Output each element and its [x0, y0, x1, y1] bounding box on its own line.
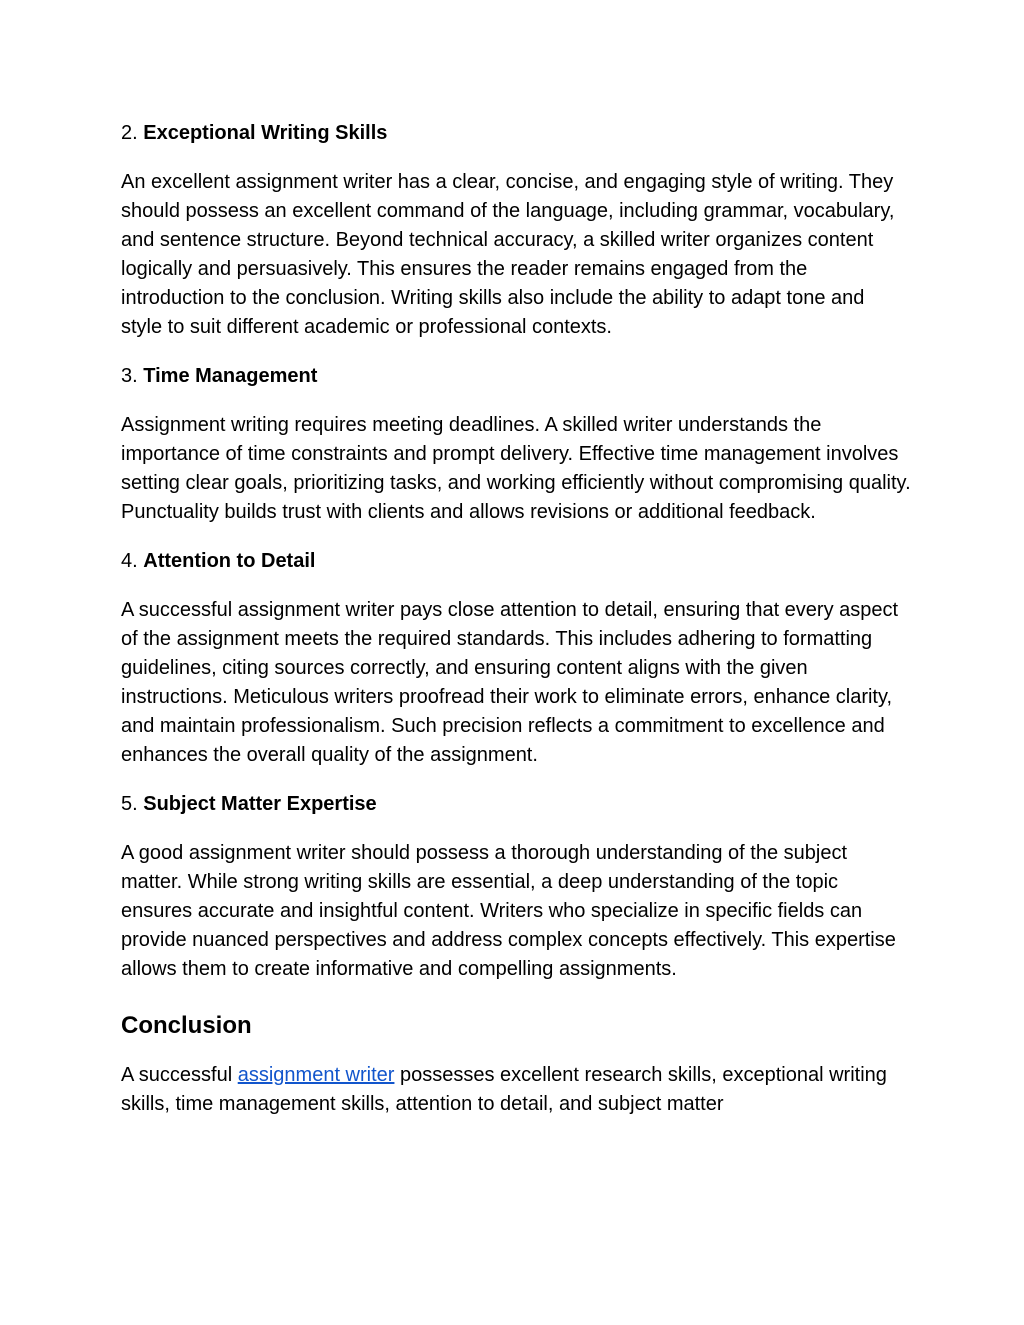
conclusion-body [121, 1061, 911, 1119]
section-body-attention-to-detail: A successful assignment writer pays close attention to detail, ensuring that every aspect of the assignment meets the required standards. This includes adhering to formatting guidelines, citing sources correctly, and ensuring content aligns with the given instructions. Meticulous writers proofread their work to eliminate errors, enhance clarity, and maintain professionalism. Such precision reflects a commitment to excellence and enhances the overall quality of the assignment. [121, 599, 899, 766]
assignment-writer-link[interactable]: assignment writer [237, 1064, 395, 1086]
section-heading-writing-skills [121, 119, 911, 148]
section-number: 3. [121, 365, 138, 387]
section-title: Attention to Detail [143, 550, 316, 572]
section-heading-subject-expertise [121, 790, 911, 819]
section-heading-attention-to-detail [121, 547, 911, 576]
section-number: 4. [121, 550, 138, 572]
section-heading-time-management [121, 362, 911, 391]
document-page [121, 119, 911, 1139]
section-body-subject-expertise: A good assignment writer should possess a thorough understanding of the subject matter. While strong writing skills are essential, a deep understanding of the topic ensures accurate and insightful content. Writers who specialize in specific fields can provide nuanced perspectives and address complex concepts effectively. This expertise allows them to create informative and compelling assignments. [121, 842, 896, 980]
conclusion-text-before-link: A successful [121, 1064, 238, 1086]
conclusion-text-after-link: possesses excellent research skills, exceptional writing skills, time management skills, attention to detail, and subject matter [121, 1064, 887, 1115]
section-title: Time Management [143, 365, 318, 387]
section-title: Exceptional Writing Skills [143, 122, 388, 144]
conclusion-heading: Conclusion [121, 1012, 252, 1039]
section-title: Subject Matter Expertise [143, 793, 377, 815]
section-number: 2. [121, 122, 138, 144]
section-body-time-management: Assignment writing requires meeting deadlines. A skilled writer understands the importance of time constraints and prompt delivery. Effective time management involves setting clear goals, prioritizing tasks, and working efficiently without compromising quality. Punctuality builds trust with clients and allows revisions or additional feedback. [121, 414, 911, 523]
section-body-writing-skills: An excellent assignment writer has a clear, concise, and engaging style of writing. They should possess an excellent command of the language, including grammar, vocabulary, and sentence structure. Beyond technical accuracy, a skilled writer organizes content logically and persuasively. This ensures the reader remains engaged from the introduction to the conclusion. Writing skills also include the ability to adapt tone and style to suit different academic or professional contexts. [121, 171, 895, 338]
section-number: 5. [121, 793, 138, 815]
